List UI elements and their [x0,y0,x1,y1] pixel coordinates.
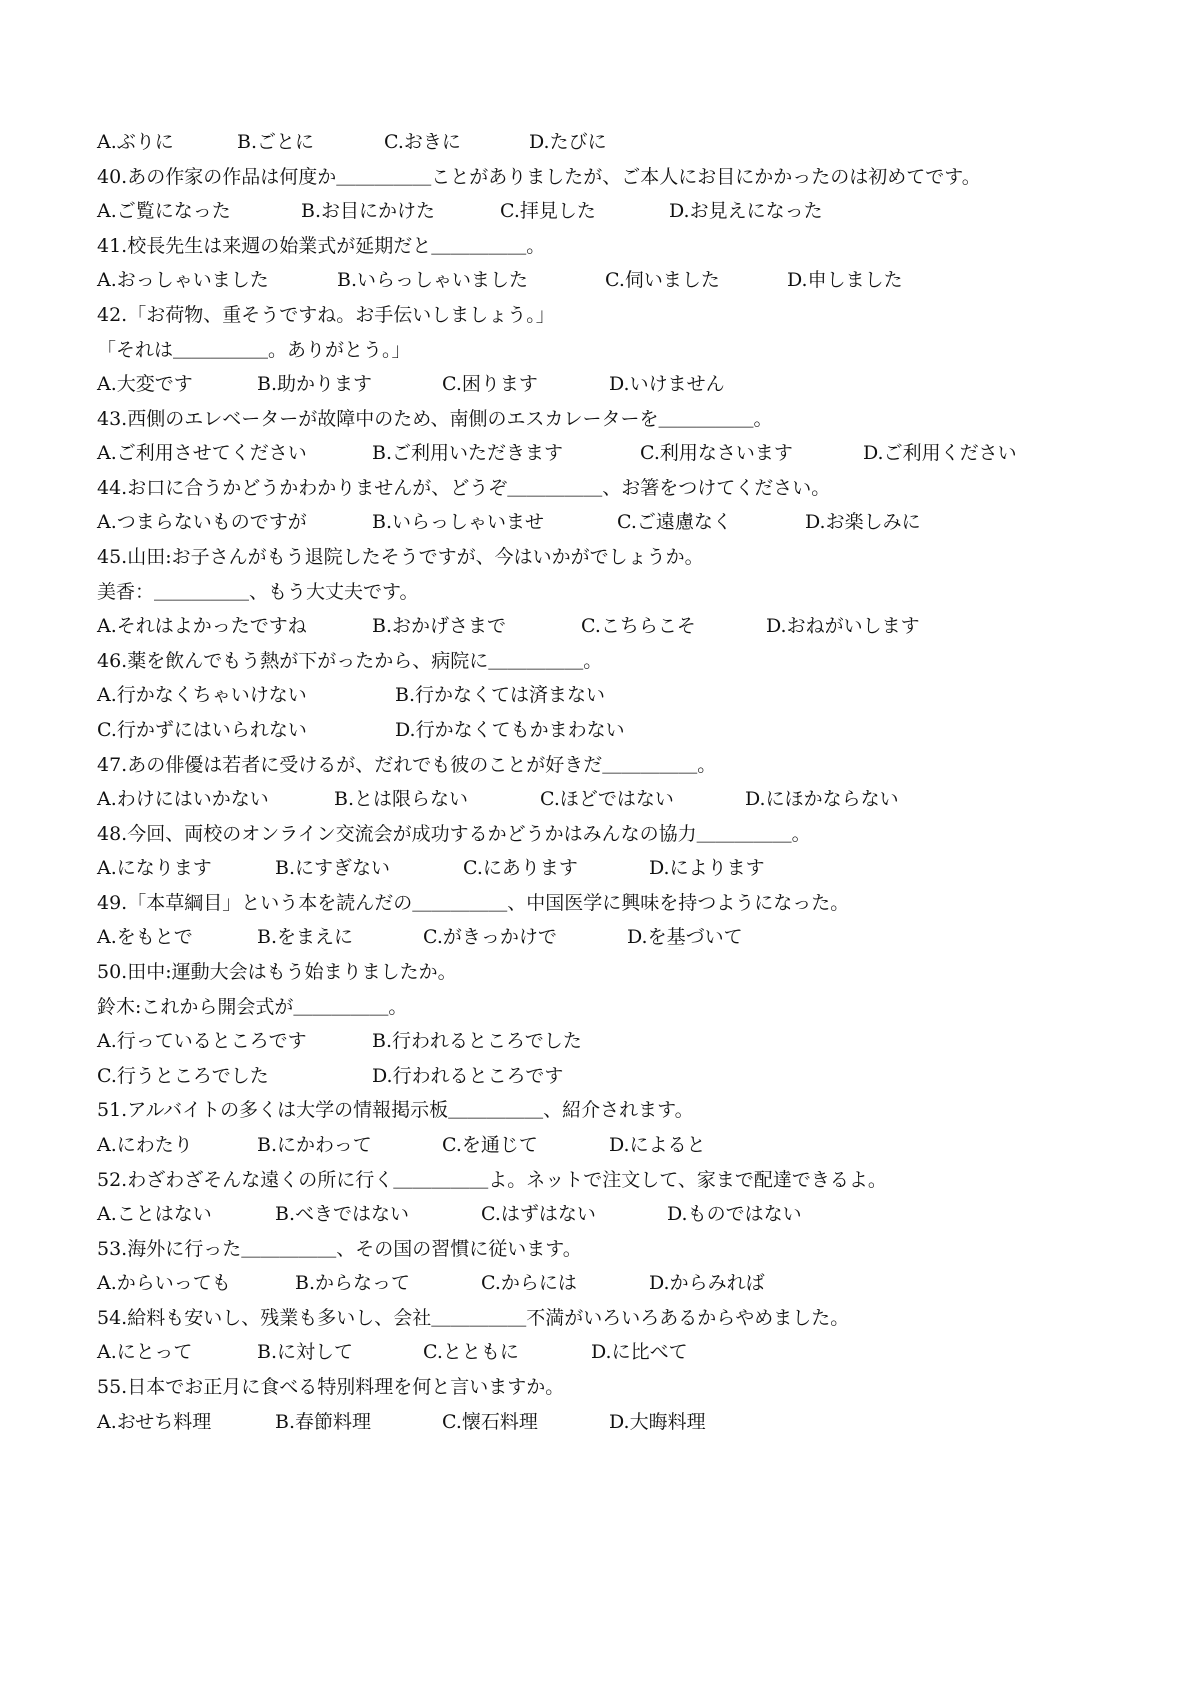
answer-options [97,508,1117,536]
answer-options [97,854,1117,882]
answer-option: C.がきっかけで [423,926,557,948]
answer-option: D.ものではない [667,1203,802,1225]
answer-option: C.ご遠慮なく [617,511,732,533]
answer-option: B.おかげさまで [372,615,507,637]
answer-option: C.利用なさいます [640,442,793,464]
answer-options [97,785,1117,813]
answer-option: D.によります [649,857,765,879]
dialogue-line: 美香：＿＿＿＿＿、もう大丈夫です。 [97,581,419,603]
answer-option: A.わけにはいかない [97,788,269,810]
answer-option: D.行かなくてもかまわない [395,719,625,741]
dialogue-line: 鈴木:これから開会式が＿＿＿＿＿。 [97,996,408,1018]
answer-option: B.べきではない [275,1203,410,1225]
answer-option: A.ことはない [97,1203,212,1225]
answer-option: C.はずはない [481,1203,596,1225]
answer-option: A.にわたり [97,1134,193,1156]
answer-option: D.を基づいて [627,926,743,948]
answer-option: B.ご利用いただきます [372,442,564,464]
question-text: 51.アルバイトの多くは大学の情報掲示板＿＿＿＿＿、紹介されます。 [97,1099,694,1121]
answer-option: C.にあります [463,857,578,879]
answer-option: D.お楽しみに [805,511,921,533]
answer-options [97,1027,1117,1055]
answer-option: C.を通じて [442,1134,538,1156]
answer-option: C.伺いました [605,269,720,291]
answer-option: D.いけません [609,373,725,395]
answer-option: B.にかわって [257,1134,372,1156]
answer-option: C.困ります [442,373,538,395]
answer-option: A.行かなくちゃいけない [97,684,307,706]
answer-options [97,439,1117,467]
answer-option: A.つまらないものですが [97,511,307,533]
answer-option: D.大晦料理 [609,1411,706,1433]
answer-option: A.大変です [97,373,193,395]
answer-option: B.助かります [257,373,373,395]
answer-option: B.お目にかけた [301,200,436,222]
answer-option: B.春節料理 [275,1411,372,1433]
answer-option: A.ご覧になった [97,200,231,222]
answer-option: C.ほどではない [540,788,674,810]
question-text: 43.西側のエレベーターが故障中のため、南側のエスカレーターを＿＿＿＿＿。 [97,408,773,430]
dialogue-line: 「それは＿＿＿＿＿。ありがとう。」 [97,339,411,361]
answer-options [97,681,1117,709]
answer-option: A.それはよかったですね [97,615,307,637]
answer-options [97,1062,1117,1090]
answer-option: C.とともに [423,1341,519,1363]
question-text: 44.お口に合うかどうかわかりませんが、どうぞ＿＿＿＿＿、お箸をつけてください。 [97,477,831,499]
question-text: 48.今回、両校のオンライン交流会が成功するかどうかはみんなの協力＿＿＿＿＿。 [97,823,811,845]
answer-option: B.に対して [257,1341,354,1363]
answer-option: B.いらっしゃいました [337,269,529,291]
question-text: 54.給料も安いし、残業も多いし、会社＿＿＿＿＿不満がいろいろあるからやめました。 [97,1307,850,1329]
answer-options [97,1200,1117,1228]
answer-options [97,197,1117,225]
question-text: 40.あの作家の作品は何度か＿＿＿＿＿ことがありましたが、ご本人にお目にかかったのは初めてです。 [97,166,981,188]
answer-option: D.によると [609,1134,706,1156]
answer-option: C.からには [481,1272,577,1294]
question-text: 42.「お荷物、重そうですね。お手伝いしましょう。」 [97,304,555,326]
question-text: 53.海外に行った＿＿＿＿＿、その国の習慣に従います。 [97,1238,582,1260]
answer-option: A.になります [97,857,212,879]
answer-option: A.からいっても [97,1272,231,1294]
answer-option: A.ご利用させてください [97,442,307,464]
question-text: 50.田中:運動大会はもう始まりましたか。 [97,961,457,983]
answer-options [97,1269,1117,1297]
answer-option: D.申しました [787,269,903,291]
question-text: 45.山田:お子さんがもう退院したそうですが、今はいかがでしょうか。 [97,546,704,568]
answer-option: B.行われるところでした [372,1030,582,1052]
answer-option: A.おっしゃいました [97,269,269,291]
answer-options [97,128,1117,156]
answer-option: C.行かずにはいられない [97,719,307,741]
answer-option: B.とは限らない [334,788,469,810]
answer-options [97,923,1117,951]
answer-option: D.ご利用ください [863,442,1017,464]
question-text: 46.薬を飲んでもう熱が下がったから、病院に＿＿＿＿＿。 [97,650,603,672]
answer-option: A.おせち料理 [97,1411,212,1433]
answer-option: C.行うところでした [97,1065,269,1087]
question-text: 41.校長先生は来週の始業式が延期だと＿＿＿＿＿。 [97,235,546,257]
answer-options [97,1408,1117,1436]
answer-option: D.からみれば [649,1272,765,1294]
answer-option: B.ごとに [237,131,315,153]
answer-option: A.ぶりに [97,131,174,153]
answer-option: C.こちらこそ [581,615,696,637]
answer-option: B.からなって [295,1272,411,1294]
answer-option: D.に比べて [591,1341,688,1363]
answer-options [97,716,1117,744]
answer-option: C.拝見した [500,200,596,222]
answer-option: D.おねがいします [766,615,920,637]
answer-option: B.行かなくては済まない [395,684,606,706]
answer-option: D.お見えになった [669,200,823,222]
answer-option: A.にとって [97,1341,193,1363]
question-text: 55.日本でお正月に食べる特別料理を何と言いますか。 [97,1376,565,1398]
answer-option: C.懐石料理 [442,1411,538,1433]
answer-option: D.行われるところです [372,1065,564,1087]
answer-option: A.をもとで [97,926,193,948]
question-text: 47.あの俳優は若者に受けるが、だれでも彼のことが好きだ＿＿＿＿＿。 [97,754,717,776]
answer-options [97,1131,1117,1159]
answer-options [97,370,1117,398]
question-text: 49.「本草綱目」という本を読んだの＿＿＿＿＿、中国医学に興味を持つようになった。 [97,892,850,914]
answer-option: B.いらっしゃいませ [372,511,545,533]
answer-options [97,1338,1117,1366]
answer-option: B.にすぎない [275,857,391,879]
answer-option: D.にほかならない [745,788,899,810]
answer-option: D.たびに [529,131,607,153]
answer-options [97,266,1117,294]
answer-option: A.行っているところです [97,1030,307,1052]
answer-option: B.をまえに [257,926,354,948]
answer-option: C.おきに [384,131,461,153]
question-text: 52.わざわざそんな遠くの所に行く＿＿＿＿＿よ。ネットで注文して、家まで配達できるよ。 [97,1169,887,1191]
answer-options [97,612,1117,640]
